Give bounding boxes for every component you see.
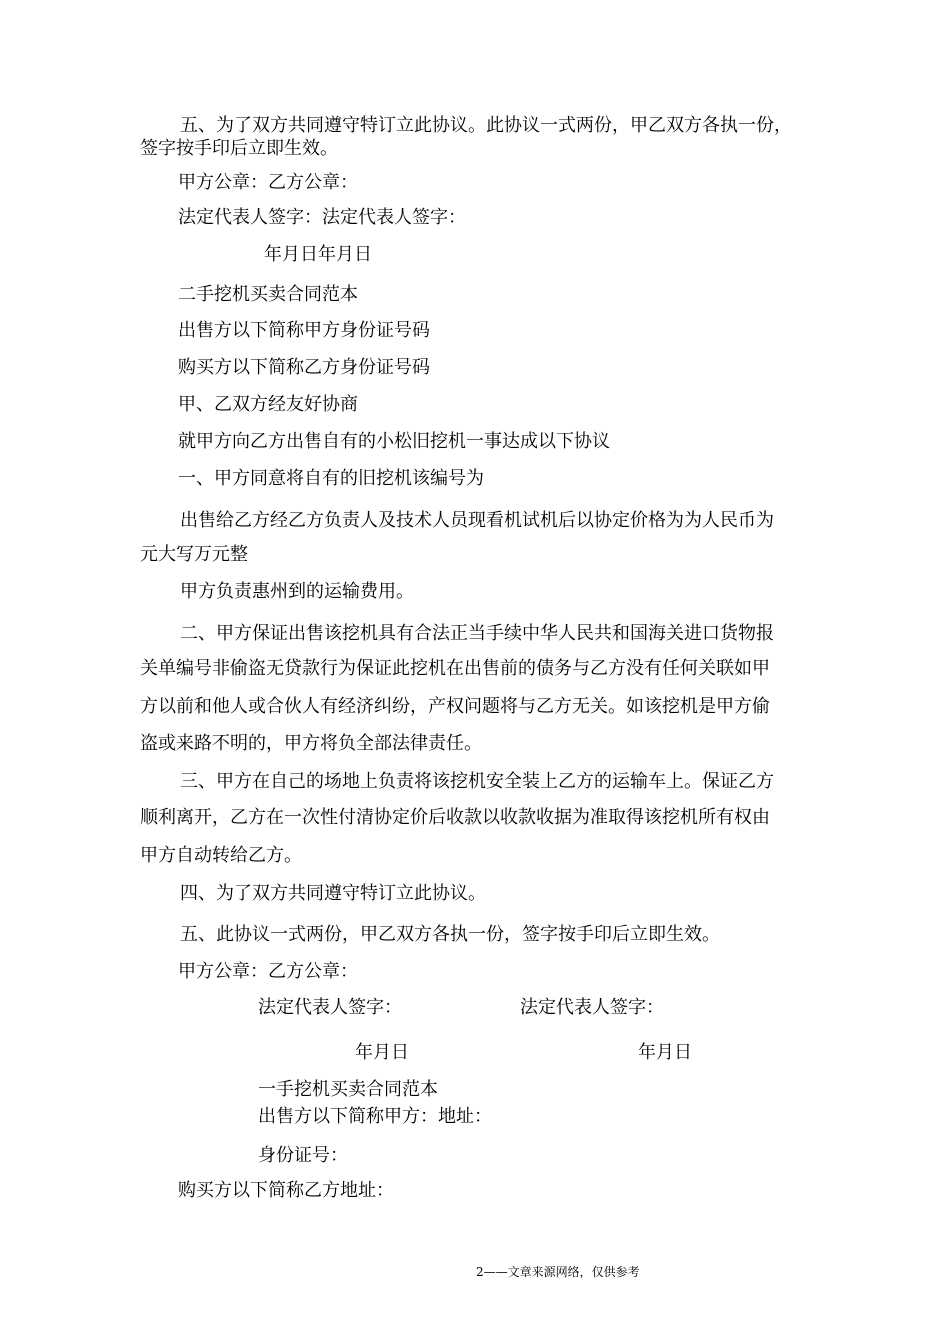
paragraph-line: 法定代表人签字：法定代表人签字：: [178, 207, 466, 228]
paragraph-line: 盗或来路不明的，甲方将负全部法律责任。: [140, 733, 482, 754]
paragraph-line: 甲方负责惠州到的运输费用。: [180, 581, 414, 602]
signature-label: 法定代表人签字：: [520, 997, 664, 1018]
paragraph-line: 购买方以下简称乙方身份证号码: [178, 357, 430, 378]
paragraph-line: 方以前和他人或合伙人有经济纠纷，产权问题将与乙方无关。如该挖机是甲方偷: [140, 696, 770, 717]
section-title: 二手挖机买卖合同范本: [178, 284, 358, 305]
paragraph-line: 就甲方向乙方出售自有的小松旧挖机一事达成以下协议: [178, 431, 610, 452]
paragraph-line: 购买方以下简称乙方地址：: [178, 1180, 394, 1201]
paragraph-line: 出售方以下简称甲方身份证号码: [178, 320, 430, 341]
paragraph-line: 出售给乙方经乙方负责人及技术人员现看机试机后以协定价格为为人民币为: [180, 510, 774, 531]
paragraph-line: 身份证号：: [258, 1145, 348, 1166]
paragraph-line: 甲方公章：乙方公章：: [178, 961, 358, 982]
paragraph-line: 甲、乙双方经友好协商: [178, 394, 358, 415]
paragraph-line: 甲方自动转给乙方。: [140, 845, 302, 866]
section-title: 一手挖机买卖合同范本: [258, 1079, 438, 1100]
paragraph-line: 一、甲方同意将自有的旧挖机该编号为: [178, 468, 484, 489]
page-footer: 2——文章来源网络，仅供参考: [476, 1265, 640, 1279]
paragraph-line: 四、为了双方共同遵守特订立此协议。: [180, 883, 486, 904]
paragraph-line: 关单编号非偷盗无贷款行为保证此挖机在出售前的债务与乙方没有任何关联如甲: [140, 658, 770, 679]
date-label: 年月日: [355, 1042, 409, 1063]
paragraph-line: 出售方以下简称甲方：地址：: [258, 1106, 492, 1127]
paragraph-line: 元大写万元整: [140, 544, 248, 565]
paragraph-line: 三、甲方在自己的场地上负责将该挖机安全装上乙方的运输车上。保证乙方: [180, 771, 774, 792]
paragraph-line: 二、甲方保证出售该挖机具有合法正当手续中华人民共和国海关进口货物报: [180, 623, 774, 644]
date-label: 年月日: [638, 1042, 692, 1063]
paragraph-line: 顺利离开，乙方在一次性付清协定价后收款以收款收据为准取得该挖机所有权由: [140, 807, 770, 828]
signature-label: 法定代表人签字：: [258, 997, 402, 1018]
paragraph-line: 签字按手印后立即生效。: [140, 138, 338, 159]
paragraph-line: 五、为了双方共同遵守特订立此协议。此协议一式两份，甲乙双方各执一份，: [180, 115, 792, 136]
paragraph-line: 年月日年月日: [264, 244, 372, 265]
paragraph-line: 五、此协议一式两份，甲乙双方各执一份，签字按手印后立即生效。: [180, 924, 720, 945]
paragraph-line: 甲方公章：乙方公章：: [178, 172, 358, 193]
